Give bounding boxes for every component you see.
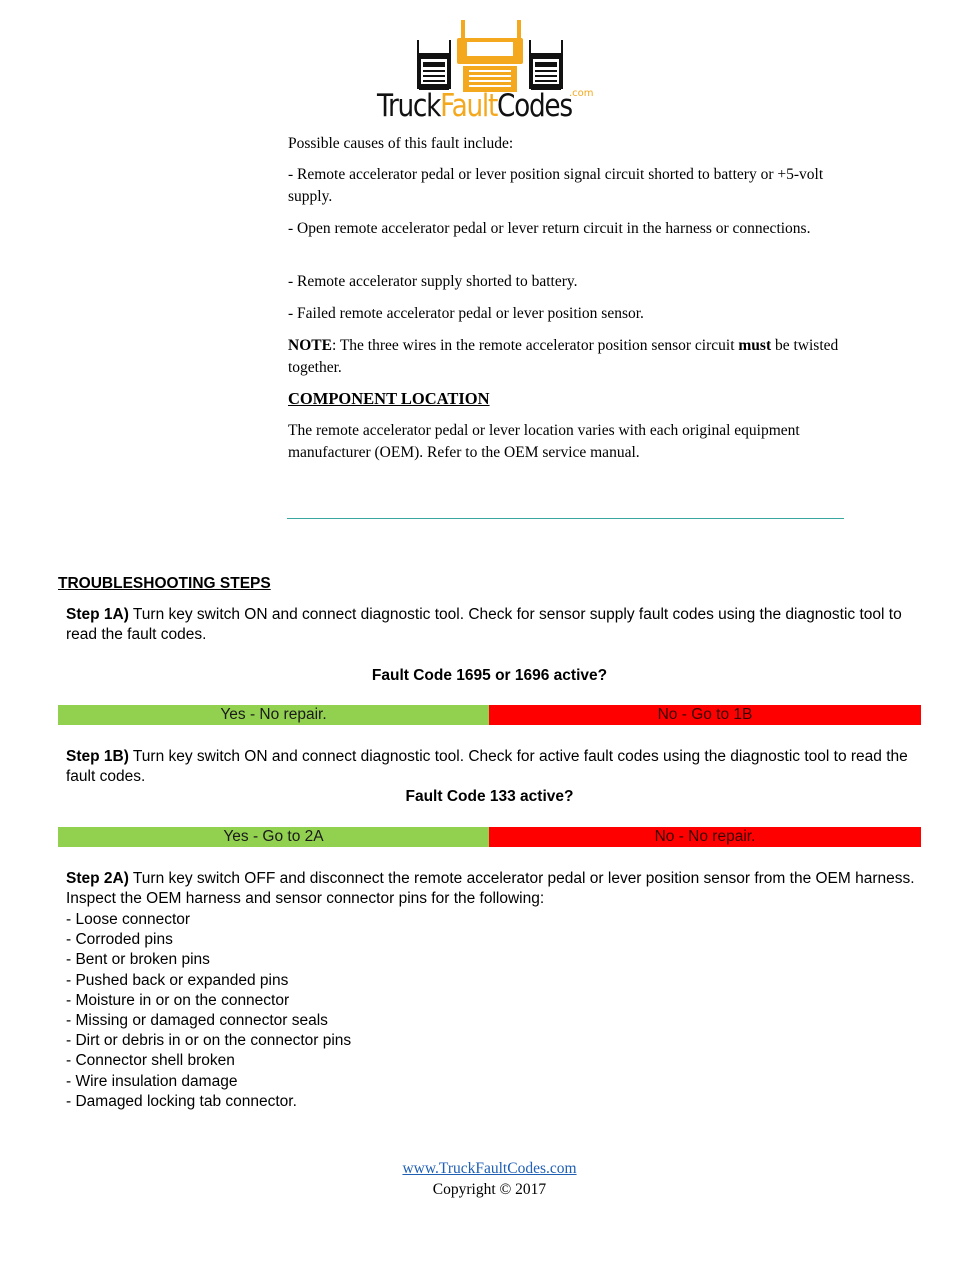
logo-suffix: .com [569, 88, 594, 99]
component-location-text: The remote accelerator pedal or lever location varies with each original equipment manufacturer (OEM). Refer to the OEM service manual. [288, 422, 800, 461]
step-2a-label: Step 2A) [66, 870, 129, 887]
list-item: - Dirt or debris in or on the connector pins [66, 1032, 352, 1050]
step-1b [66, 747, 916, 787]
list-item: - Loose connector [66, 911, 191, 928]
list-item: - Corroded pins [66, 931, 173, 949]
list-item: - Wire insulation damage [66, 1072, 238, 1090]
step-1a [66, 605, 916, 645]
logo-wordmark [377, 88, 572, 124]
cause-item: - Open remote accelerator pedal or lever return circuit in the harness or connections. [288, 220, 811, 237]
list-item: - Bent or broken pins [66, 951, 210, 969]
step-1a-yes-bar: Yes - No repair. [58, 705, 489, 725]
section-divider [287, 518, 844, 519]
logo-text-codes: Codes [497, 88, 572, 124]
truck-logo-icon [377, 20, 603, 92]
step-1b-question: Fault Code 133 active? [405, 788, 574, 805]
list-item: - Connector shell broken [66, 1052, 235, 1070]
causes-heading: Possible causes of this fault include: [288, 135, 514, 152]
note-text-end: be twisted together. [288, 337, 839, 376]
step-1a-question: Fault Code 1695 or 1696 active? [371, 667, 608, 684]
cause-item: - Remote accelerator supply shorted to battery. [288, 273, 578, 290]
step-1b-no-bar: No - No repair. [489, 827, 921, 847]
note-label: NOTE [288, 337, 332, 354]
footer-website-link[interactable]: www.TruckFaultCodes.com [402, 1160, 577, 1177]
note-emphasis: must [738, 337, 772, 354]
list-item: - Moisture in or on the connector [66, 991, 290, 1009]
component-location-heading: COMPONENT LOCATION [288, 389, 490, 408]
footer-copyright: Copyright © 2017 [432, 1181, 547, 1198]
step-1a-text: Turn key switch ON and connect diagnostic tool. Check for sensor supply fault codes using the diagnostic tool to read the fault codes. [66, 606, 902, 643]
step-1b-yes-bar: Yes - Go to 2A [58, 827, 489, 847]
list-item: - Missing or damaged connector seals [66, 1012, 328, 1030]
note-text: : The three wires in the remote accelerator position sensor circuit [331, 337, 739, 354]
step-2a [66, 869, 916, 909]
logo-text-fault: Fault [440, 88, 498, 124]
step-1a-label: Step 1A) [66, 606, 129, 623]
logo-text-truck: Truck [377, 88, 441, 124]
step-2a-text: Turn key switch OFF and disconnect the remote accelerator pedal or lever position sensor from the OEM harness. Inspect the OEM harness and sensor connector pins for the following: [66, 870, 915, 907]
list-item: - Damaged locking tab connector. [66, 1092, 297, 1110]
site-logo [377, 20, 603, 128]
list-item: - Pushed back or expanded pins [66, 971, 289, 989]
note-paragraph [288, 335, 848, 379]
troubleshooting-heading: TROUBLESHOOTING STEPS [58, 575, 271, 592]
cause-item: - Failed remote accelerator pedal or lever position sensor. [288, 305, 644, 322]
cause-item: - Remote accelerator pedal or lever position signal circuit shorted to battery or +5-volt supply. [288, 166, 824, 205]
step-1b-text: Turn key switch ON and connect diagnostic tool. Check for active fault codes using the diagnostic tool to read the fault codes. [66, 748, 908, 785]
step-1b-label: Step 1B) [66, 748, 129, 765]
step-1a-no-bar: No - Go to 1B [489, 705, 921, 725]
inspection-list [66, 910, 351, 1112]
